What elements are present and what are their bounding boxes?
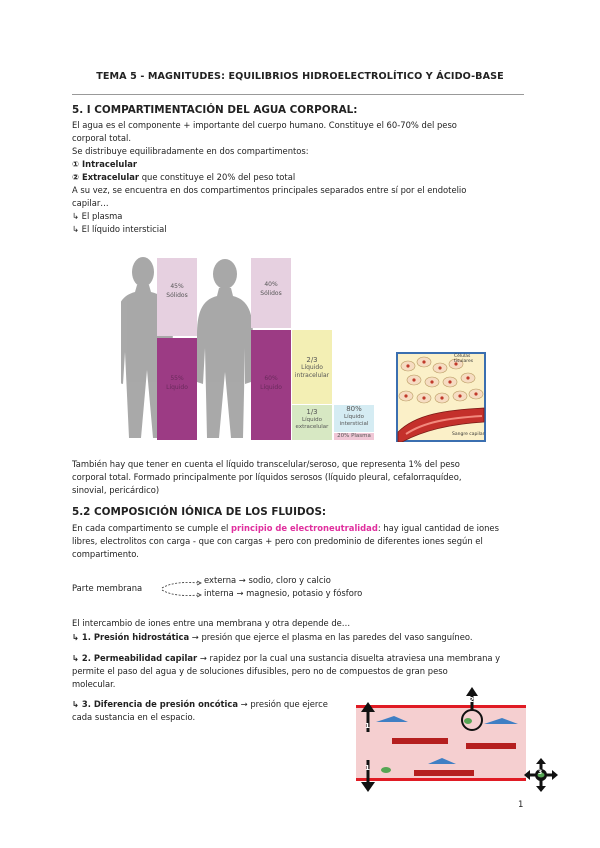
capillary-drawing [396,352,486,442]
arrow-number-1a: 1 [365,722,370,730]
s1b-line: sinovial, pericárdico) [72,485,160,495]
point-oncotic [72,698,328,724]
item-intracelular: ① Intracelular [72,159,138,169]
s2-line [72,522,499,535]
solids-label-1 [157,282,197,300]
intracellular-text: Líquido [301,364,323,371]
solids-label-2 [251,280,291,298]
intracellular-label [292,356,332,380]
bullet-intersticial: ↳ El líquido intersticial [72,224,167,234]
point-permeability-title: ↳ 2. Permeabilidad capilar [72,653,198,663]
interstitial-text: Líquido [344,413,364,420]
membrane-externa: externa → sodio, cloro y calcio [204,575,331,585]
point-permeability-line: molecular. [72,679,116,689]
point-oncotic-line [72,698,328,711]
liquid-text-1: Líquido [166,384,188,391]
s1b-line: corporal total. Formado principalmente por líquidos serosos (líquido pleural, cefalorraquídeo, [72,472,462,482]
solids-percent-1: 45% [170,283,184,290]
document-title: TEMA 5 - MAGNITUDES: EQUILIBRIOS HIDROELECTROLÍTICO Y ÁCIDO-BASE [96,71,504,82]
page-number: 1 [518,800,524,810]
intracellular-fraction: 2/3 [306,356,318,364]
body-water-figure [121,252,401,442]
cells-label-line: Células [454,354,471,359]
s1b-line: También hay que tener en cuenta el líquido transcelular/seroso, que representa 1% del peso [72,459,460,469]
liquid-label-1 [157,374,197,392]
s2-text: En cada compartimento se cumple el [72,523,232,533]
item-extracelular [72,171,466,184]
arrow-number-1b: 1 [365,764,370,772]
capillary-illustration [396,352,486,442]
cells-label-line: tisulares [454,359,474,364]
unused [526,756,527,757]
solids-text-1: Sólidos [166,292,188,299]
s1-line: A su vez, se encuentra en dos compartimentos principales separados entre sí por el endotelio [72,185,467,195]
membrane-label: Parte membrana [72,583,143,593]
extracellular-text: extracelular [295,424,329,430]
transcellular-text [72,458,462,497]
item-extracelular-text: que constituye el 20% del peso total [139,172,296,182]
section2-intro [72,522,499,561]
item-extracelular-label: ② Extracelular [72,172,140,182]
liquid-percent-1: 55% [170,375,184,382]
point-permeability-line: permite el paso del agua y de soluciones difusibles, pero no de compuestos de gran peso [72,666,448,676]
point-hydrostatic-title: ↳ 1. Presión hidrostática [72,632,190,642]
plasma-label: 20% Plasma [337,433,371,439]
section-heading-5-1: 5. I COMPARTIMENTACIÓN DEL AGUA CORPORAL: [72,104,358,116]
s1-line: corporal total. [72,133,131,143]
membrane-arrows [160,578,204,600]
extracellular-text: Líquido [302,416,322,423]
solids-percent-2: 40% [264,281,278,288]
arrow-number-3: 3 [538,769,543,776]
solids-text-2: Sólidos [260,290,282,297]
point-oncotic-text: → presión que ejerce [238,699,328,709]
title-divider [72,94,524,95]
extracellular-label [292,409,332,432]
arrow-number-2: 2 [469,696,474,704]
electroneutrality-highlight: principio de electroneutralidad [231,523,378,533]
point-oncotic-title: ↳ 3. Diferencia de presión oncótica [72,699,238,709]
point-permeability-text: → rapidez por la cual una sustancia disuelta atraviesa una membrana y [197,653,501,663]
interstitial-percent: 80% [346,405,362,413]
liquid-percent-2: 60% [264,375,278,382]
point-hydrostatic-text: → presión que ejerce el plasma en las paredes del vaso sanguíneo. [189,632,473,642]
point-hydrostatic [72,631,473,644]
interstitial-text: intersticial [339,421,369,427]
extracellular-fraction: 1/3 [306,408,318,416]
point-permeability-line [72,652,500,665]
interstitial-label [334,406,374,429]
section-heading-5-2: 5.2 COMPOSICIÓN IÓNICA DE LOS FLUIDOS: [72,506,327,518]
cells-label [454,354,484,364]
s2-exchange-intro: El intercambio de iones entre una membrana y otra depende de… [72,618,351,628]
section1-text [72,119,466,236]
capillary-label: Sangre capilar [452,432,485,437]
s1-line: Se distribuye equilibradamente en dos compartimentos: [72,146,309,156]
s1-line: El agua es el componente + importante del cuerpo humano. Constituye el 60-70% del peso [72,120,457,130]
s2-line: libres, electrolitos con carga - que con cargas + pero con predominio de diferentes iones según el [72,536,483,546]
s2-line: compartimento. [72,549,139,559]
membrane-interna: interna → magnesio, potasio y fósforo [204,588,363,598]
point-oncotic-line: cada sustancia en el espacio. [72,712,196,722]
bullet-plasma: ↳ El plasma [72,211,123,221]
intracellular-text: intracelular [294,372,330,379]
s1-line: capilar… [72,198,109,208]
silhouette-female [197,259,253,438]
liquid-text-2: Líquido [260,384,282,391]
s2-text: : hay igual cantidad de iones [377,523,499,533]
vessel-diagram [356,686,526,794]
pressure-arrow-3 [356,686,526,794]
liquid-label-2 [251,374,291,392]
